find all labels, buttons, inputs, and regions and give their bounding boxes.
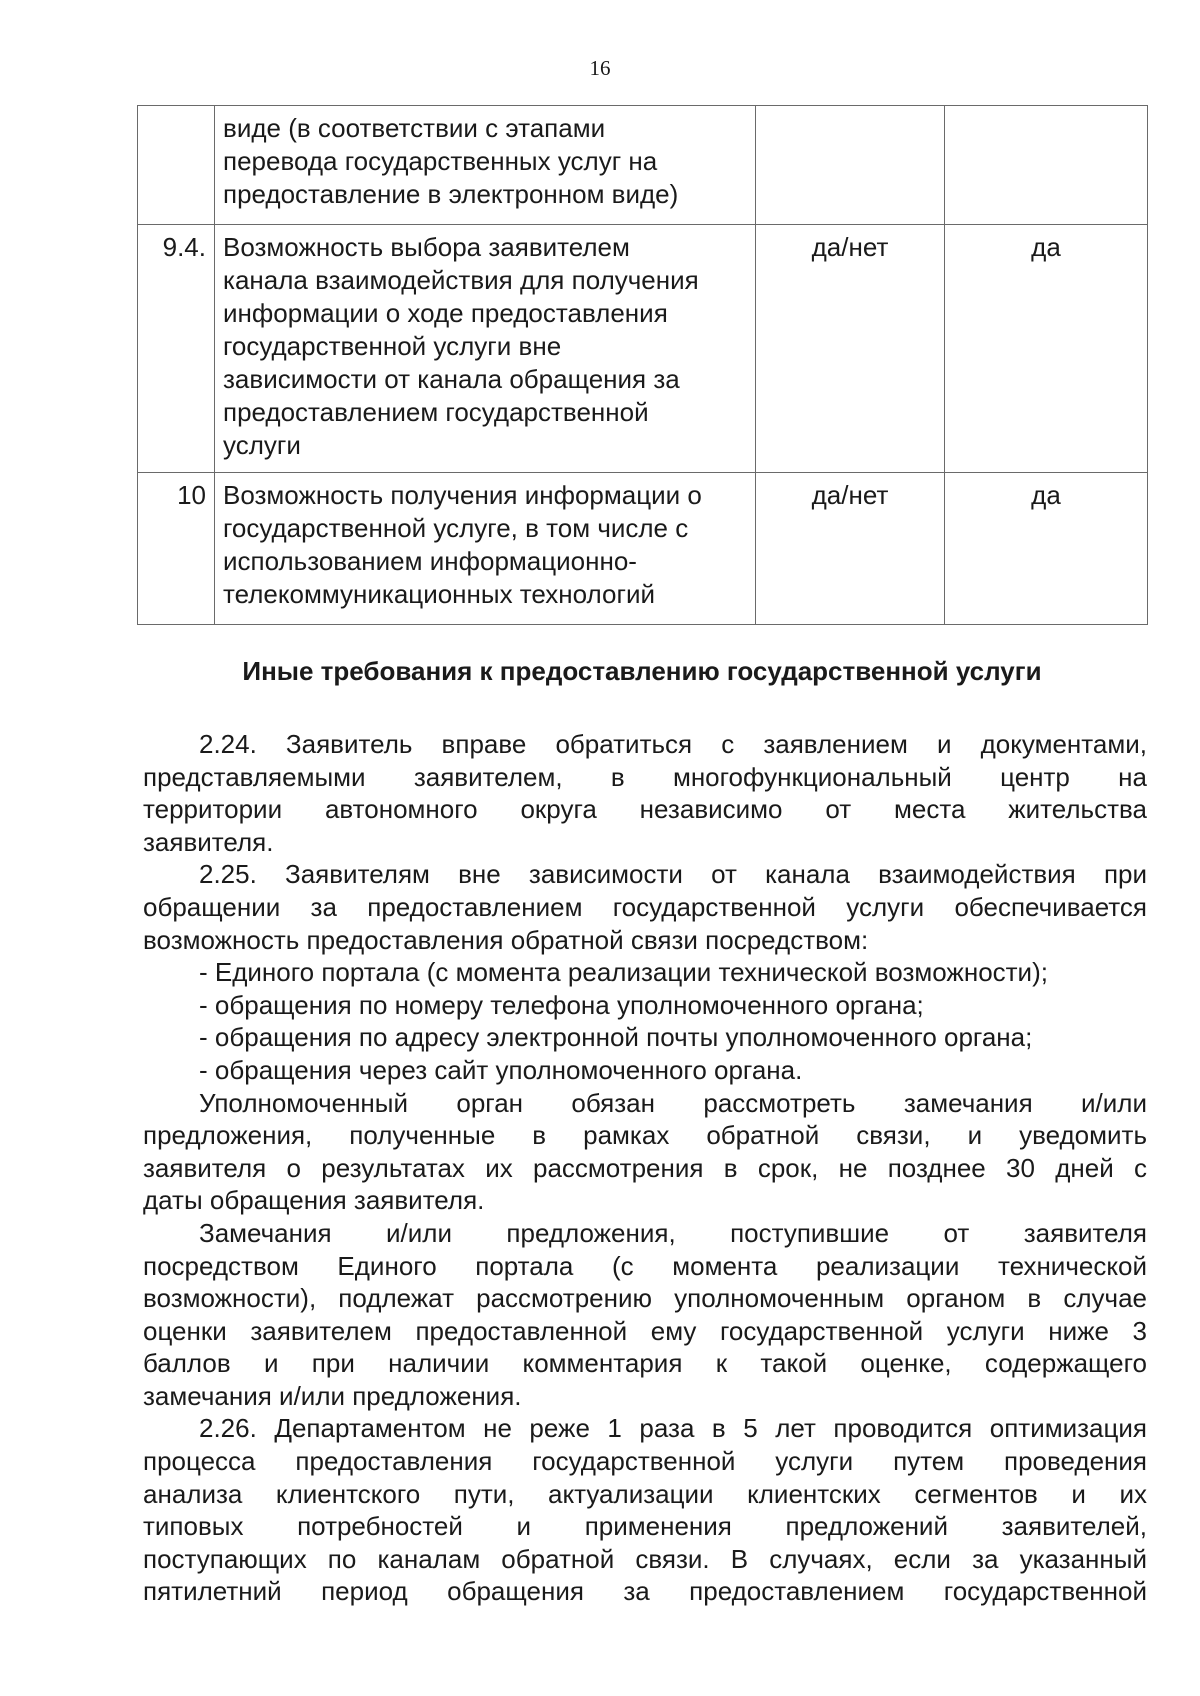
text-line: возможность предоставления обратной связи посредством: bbox=[143, 924, 869, 955]
page-number: 16 bbox=[589, 56, 611, 80]
row-description: Возможность получения информации о государственной услуге, в том числе с использованием информационно- телекоммуникационных технологий bbox=[215, 473, 756, 625]
body-text bbox=[143, 728, 1147, 1608]
text-line: анализа клиентского пути, актуализации клиентских сегментов и их bbox=[143, 1478, 1147, 1509]
table-row bbox=[138, 225, 1148, 473]
text-line: предложения, полученные в рамках обратной связи, и уведомить bbox=[143, 1120, 1147, 1151]
text-line: возможности), подлежат рассмотрению уполномоченным органом в случае bbox=[143, 1283, 1147, 1314]
row-value bbox=[945, 106, 1148, 225]
text-line: оценки заявителем предоставленной ему государственной услуги ниже 3 bbox=[143, 1315, 1147, 1346]
row-description: Возможность выбора заявителем канала взаимодействия для получения информации о ходе предоставления государственной услуги вне зависимости от канала обращения за предоставлением государственной услуги bbox=[215, 225, 756, 473]
text-line: - обращения по адресу электронной почты уполномоченного органа; bbox=[199, 1022, 1033, 1053]
row-unit: да/нет bbox=[756, 473, 945, 625]
text-line: замечания и/или предложения. bbox=[143, 1380, 522, 1411]
text-line: 2.25. Заявителям вне зависимости от канала взаимодействия при bbox=[199, 859, 1147, 890]
text-line: процесса предоставления государственной услуги путем проведения bbox=[143, 1446, 1147, 1477]
row-value: да bbox=[945, 473, 1148, 625]
text-line: обращении за предоставлением государственной услуги обеспечивается bbox=[143, 891, 1147, 922]
text-line: представляемыми заявителем, в многофункциональный центр на bbox=[143, 761, 1147, 792]
text-line: Уполномоченный орган обязан рассмотреть замечания и/или bbox=[199, 1087, 1147, 1118]
row-number: 10 bbox=[138, 473, 215, 625]
text-line: заявителя. bbox=[143, 826, 274, 857]
text-line: пятилетний период обращения за предоставлением государственной bbox=[143, 1576, 1147, 1607]
text-line: типовых потребностей и применения предложений заявителей, bbox=[143, 1511, 1147, 1542]
section-title: Иные требования к предоставлению государственной услуги bbox=[242, 656, 1042, 686]
text-line: - обращения по номеру телефона уполномоченного органа; bbox=[199, 989, 924, 1020]
text-line: территории автономного округа независимо от места жительства bbox=[143, 794, 1147, 825]
text-line: посредством Единого портала (с момента реализации технической bbox=[143, 1250, 1147, 1281]
row-description: виде (в соответствии с этапами перевода государственных услуг на предоставление в электронном виде) bbox=[215, 106, 756, 225]
table-row bbox=[138, 473, 1148, 625]
text-line: 2.26. Департаментом не реже 1 раза в 5 лет проводится оптимизация bbox=[199, 1413, 1147, 1444]
text-line: поступающих по каналам обратной связи. В случаях, если за указанный bbox=[143, 1543, 1147, 1574]
row-unit: да/нет bbox=[756, 225, 945, 473]
text-line: даты обращения заявителя. bbox=[143, 1185, 485, 1216]
table-row bbox=[138, 106, 1148, 225]
text-line: Замечания и/или предложения, поступившие от заявителя bbox=[199, 1217, 1147, 1248]
row-number: 9.4. bbox=[138, 225, 215, 473]
text-line: - Единого портала (с момента реализации технической возможности); bbox=[199, 957, 1048, 988]
row-number bbox=[138, 106, 215, 225]
row-value: да bbox=[945, 225, 1148, 473]
text-line: - обращения через сайт уполномоченного органа. bbox=[199, 1054, 803, 1085]
text-line: заявителя о результатах их рассмотрения в срок, не позднее 30 дней с bbox=[143, 1152, 1147, 1183]
row-unit bbox=[756, 106, 945, 225]
text-line: 2.24. Заявитель вправе обратиться с заявлением и документами, bbox=[199, 729, 1147, 759]
text-line: баллов и при наличии комментария к такой оценке, содержащего bbox=[143, 1348, 1147, 1379]
requirements-table bbox=[137, 105, 1148, 625]
